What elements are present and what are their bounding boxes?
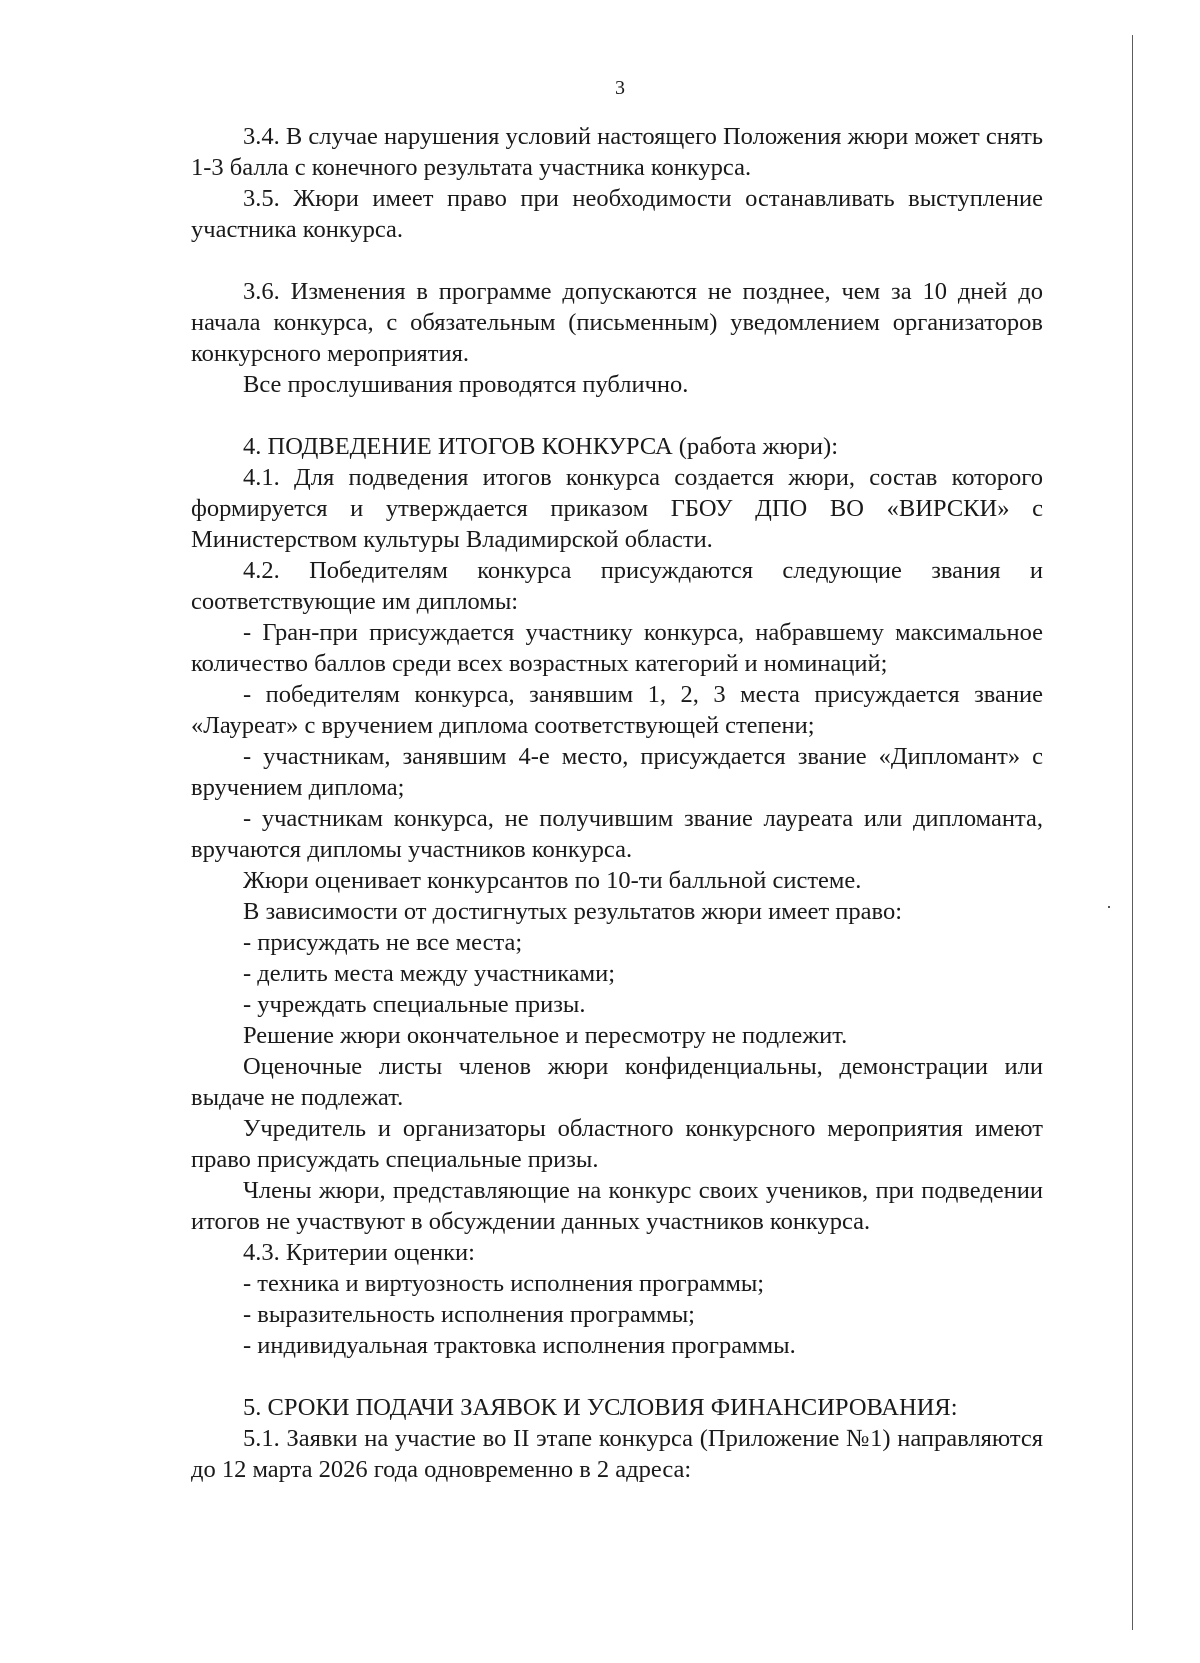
laureate-item: - победителям конкурса, занявшим 1, 2, 3 места присуждается звание «Лауреат» с вручением диплома соответствующей степени;	[191, 681, 1043, 739]
blank-line	[191, 1361, 1043, 1392]
clause-3-6: 3.6. Изменения в программе допускаются не позднее, чем за 10 дней до начала конкурса, с обязательным (письменным) уведомлением организаторов конкурсного мероприятия.	[191, 278, 1043, 367]
jury-right-1: - присуждать не все места;	[243, 929, 523, 956]
page-number: 3	[615, 77, 625, 99]
scoring-system: Жюри оценивает конкурсантов по 10-ти балльной системе.	[243, 867, 862, 894]
document-body	[191, 121, 1043, 1485]
participant-diploma-item: - участникам конкурса, не получившим звание лауреата или дипломанта, вручаются дипломы участников конкурса.	[191, 805, 1043, 863]
criterion-3: - индивидуальная трактовка исполнения программы.	[243, 1332, 796, 1359]
blank-line	[191, 245, 1043, 276]
criterion-1: - техника и виртуозность исполнения программы;	[243, 1270, 765, 1297]
scan-speck	[1108, 906, 1110, 908]
criterion-2: - выразительность исполнения программы;	[243, 1301, 695, 1328]
jury-right-3: - учреждать специальные призы.	[243, 991, 586, 1018]
grand-prix-item: - Гран-при присуждается участнику конкурса, набравшему максимальное количество баллов среди всех возрастных категорий и номинаций;	[191, 619, 1043, 677]
clause-4-3: 4.3. Критерии оценки:	[243, 1239, 475, 1266]
clause-3-4: 3.4. В случае нарушения условий настоящего Положения жюри может снять 1-3 балла с конечного результата участника конкурса.	[191, 123, 1043, 181]
clause-4-2: 4.2. Победителям конкурса присуждаются следующие звания и соответствующие им дипломы:	[191, 557, 1043, 615]
jury-rights-intro: В зависимости от достигнутых результатов жюри имеет право:	[243, 898, 902, 925]
scan-edge-line	[1132, 35, 1133, 1630]
jury-decision: Решение жюри окончательное и пересмотру не подлежит.	[243, 1022, 848, 1049]
section-5-heading: 5. СРОКИ ПОДАЧИ ЗАЯВОК И УСЛОВИЯ ФИНАНСИРОВАНИЯ:	[243, 1394, 958, 1421]
public-auditions: Все прослушивания проводятся публично.	[243, 371, 689, 398]
clause-4-1: 4.1. Для подведения итогов конкурса создается жюри, состав которого формируется и утверждается приказом ГБОУ ДПО ВО «ВИРСКИ» с Министерством культуры Владимирской области.	[191, 464, 1043, 553]
blank-line	[191, 400, 1043, 431]
evaluation-sheets: Оценочные листы членов жюри конфиденциальны, демонстрации или выдаче не подлежат.	[191, 1053, 1043, 1111]
clause-3-5: 3.5. Жюри имеет право при необходимости останавливать выступление участника конкурса.	[191, 185, 1043, 243]
clause-5-1: 5.1. Заявки на участие во II этапе конкурса (Приложение №1) направляются до 12 марта 2026 года одновременно в 2 адреса:	[191, 1425, 1043, 1483]
diploma-item: - участникам, занявшим 4-е место, присуждается звание «Дипломант» с вручением диплома;	[191, 743, 1043, 801]
jury-conflict: Члены жюри, представляющие на конкурс своих учеников, при подведении итогов не участвуют в обсуждении данных участников конкурса.	[191, 1177, 1043, 1235]
section-4-heading: 4. ПОДВЕДЕНИЕ ИТОГОВ КОНКУРСА (работа жюри):	[243, 433, 838, 460]
jury-right-2: - делить места между участниками;	[243, 960, 616, 987]
special-prizes: Учредитель и организаторы областного конкурсного мероприятия имеют право присуждать специальные призы.	[191, 1115, 1043, 1173]
